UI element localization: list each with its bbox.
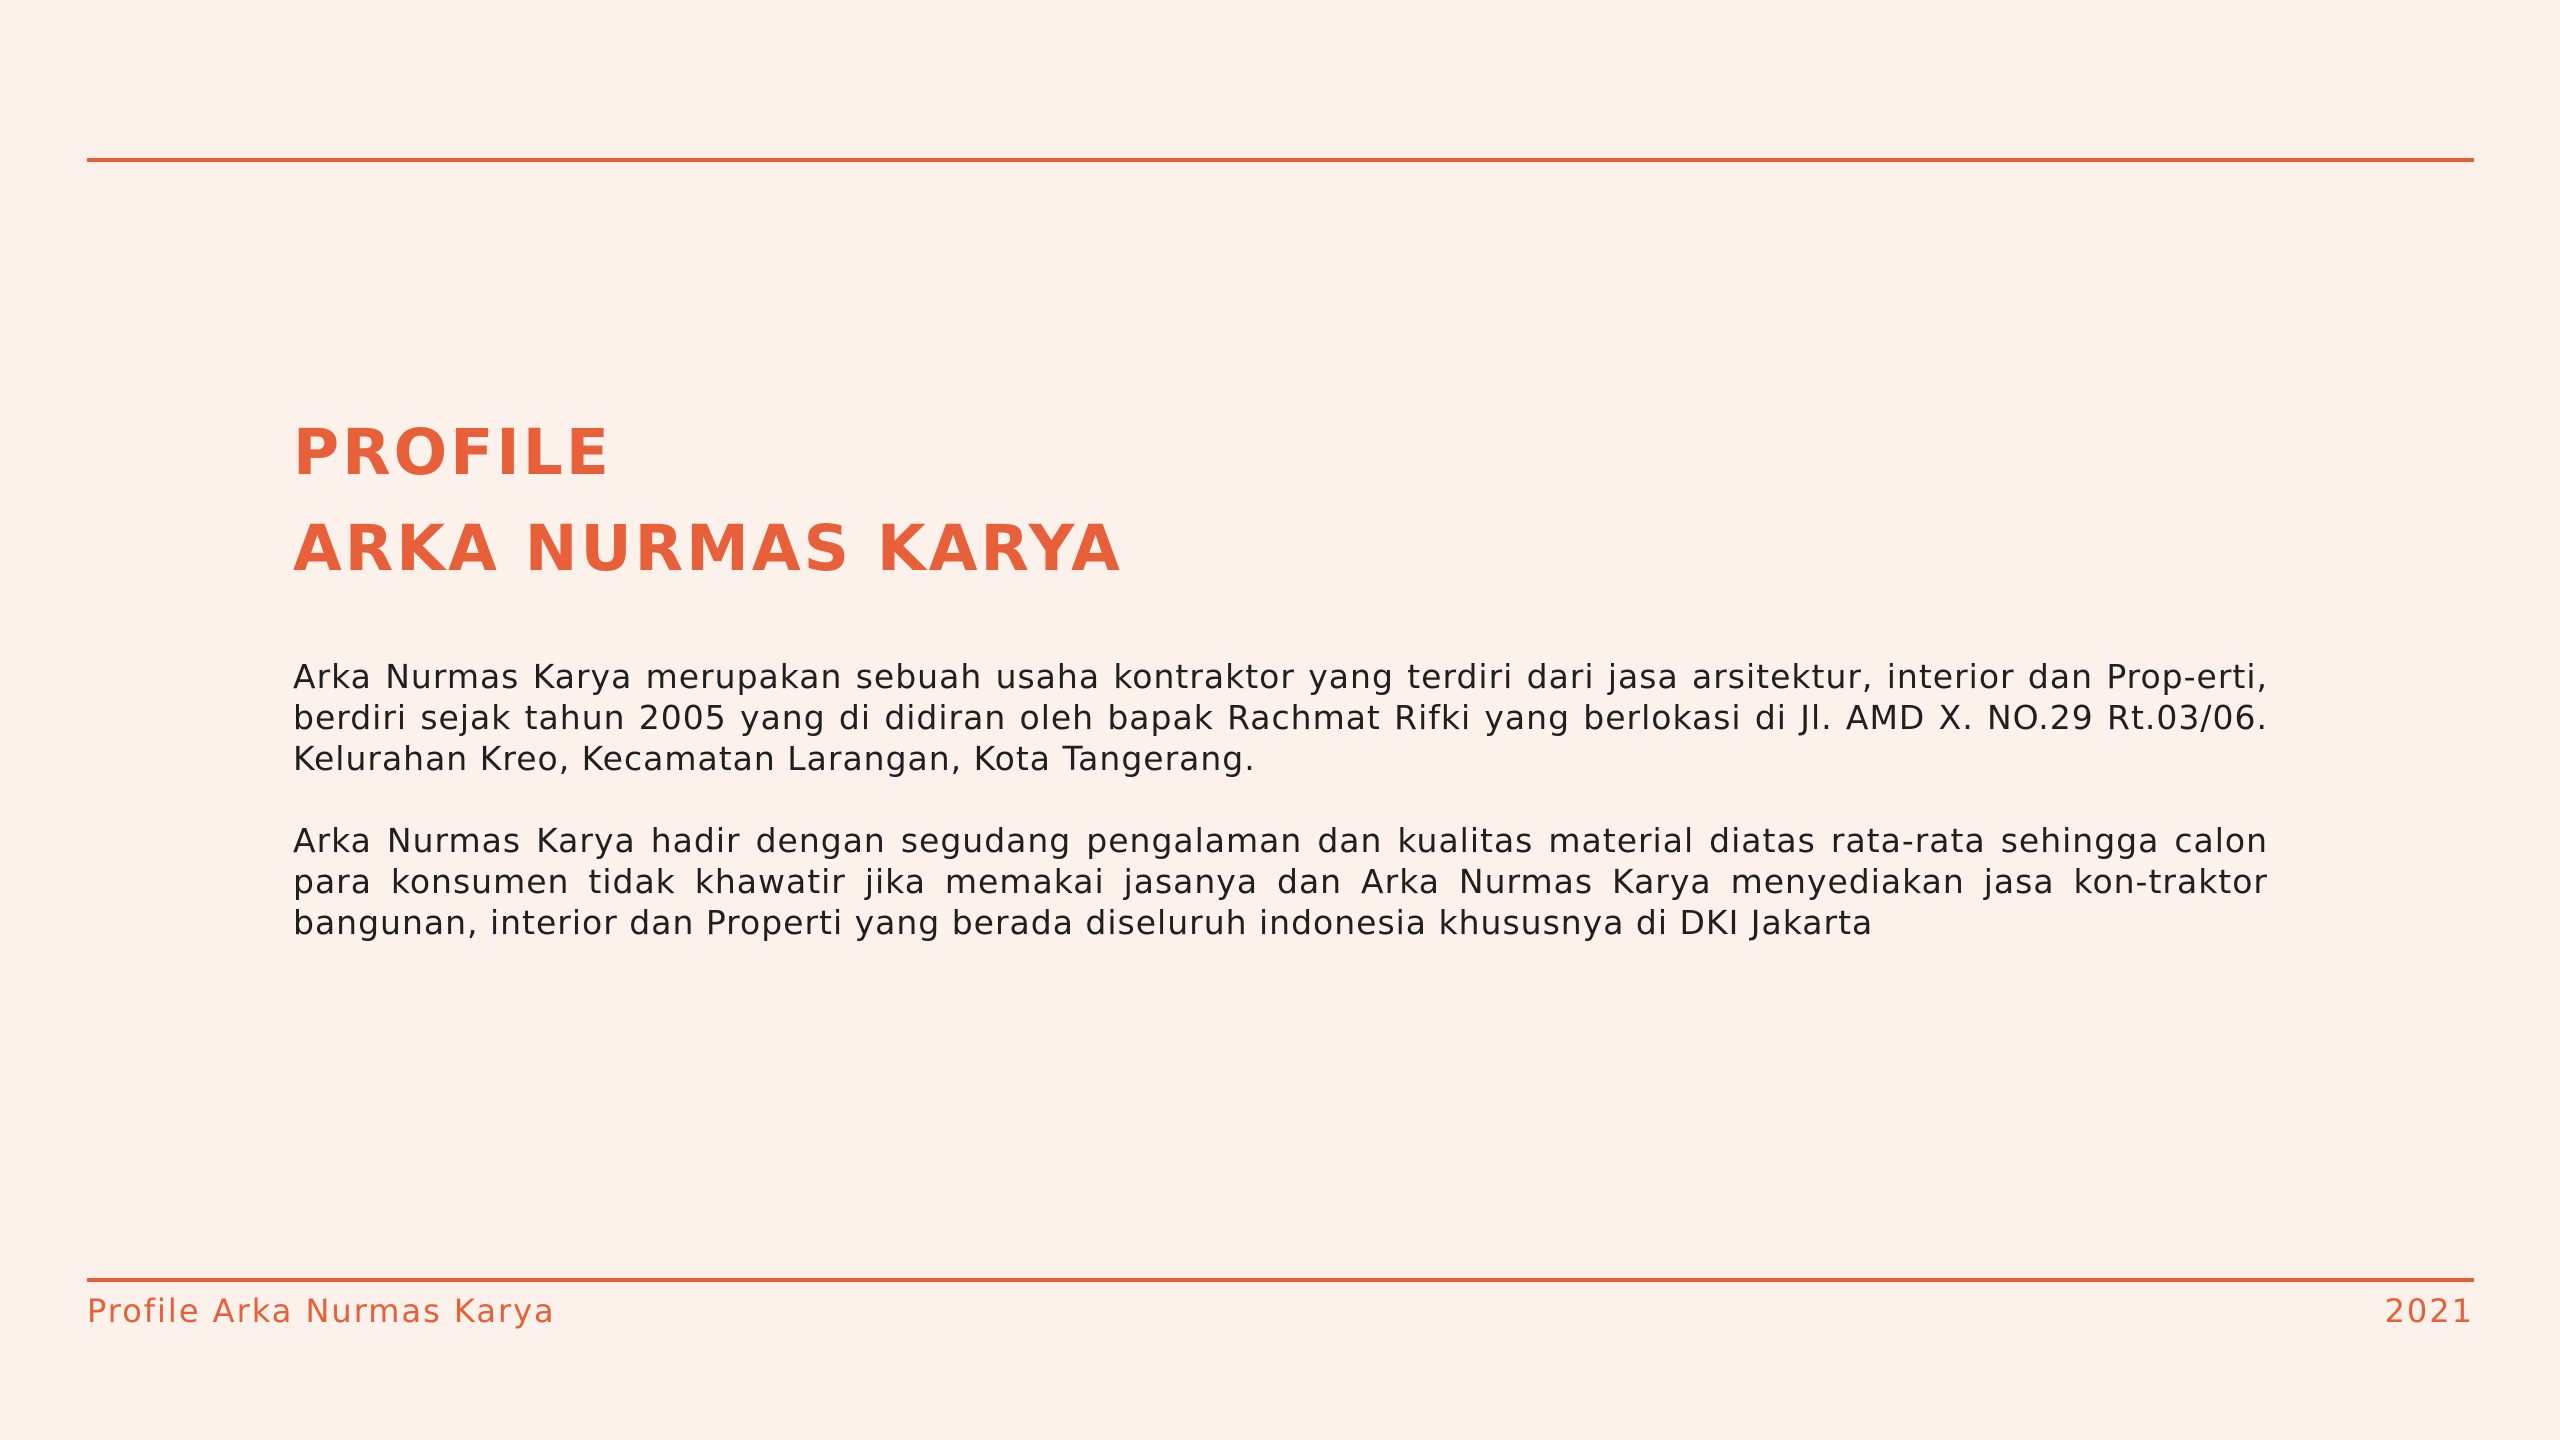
footer-document-title: Profile Arka Nurmas Karya: [87, 1292, 556, 1330]
footer-year: 2021: [2384, 1292, 2474, 1330]
top-divider: [87, 158, 2474, 162]
profile-section: [293, 405, 2268, 943]
profile-paragraph-1: Arka Nurmas Karya merupakan sebuah usaha kontraktor yang terdiri dari jasa arsitektur, interior dan Prop-erti, berdiri sejak tahun 2005 yang di didiran oleh bapak Rachmat Rifki yang berlokasi di Jl. AMD X. NO.29 Rt.03/06. Kelurahan Kreo, Kecamatan Larangan, Kota Tangerang.: [293, 657, 2268, 778]
page-title-company: ARKA NURMAS KARYA: [293, 512, 1123, 585]
page-title-profile: PROFILE: [293, 416, 612, 489]
profile-paragraph-2: Arka Nurmas Karya hadir dengan segudang pengalaman dan kualitas material diatas rata-rata sehingga calon para konsumen tidak khawatir jika memakai jasanya dan Arka Nurmas Karya menyediakan jasa kon-traktor bangunan, interior dan Properti yang berada diseluruh indonesia khususnya di DKI Jakarta: [293, 821, 2268, 942]
bottom-divider: [87, 1278, 2474, 1282]
